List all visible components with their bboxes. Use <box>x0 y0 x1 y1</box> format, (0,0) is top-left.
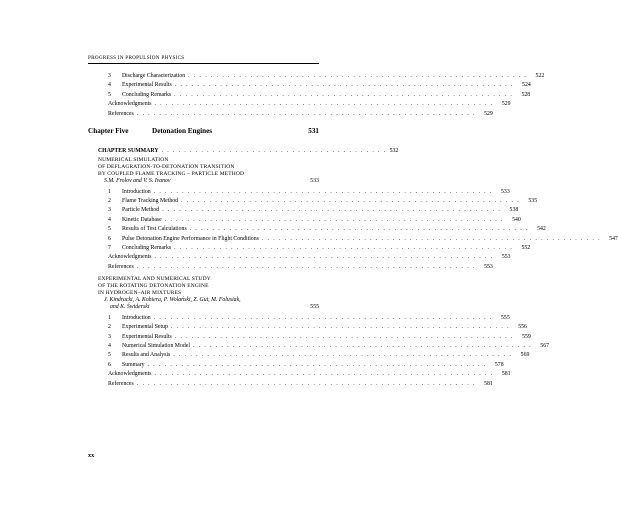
leader-dots: . . . . . . . . . . . . . . . . . . . . . . . . . . . . . . . . . . . . . . . . . . . . . . . . . . . . . . . . . . . . <box>174 245 514 251</box>
article-1-title-line: NUMERICAL SIMULATION <box>98 156 169 163</box>
entry-title: Experimental Results <box>122 333 172 340</box>
toc-entry <box>88 244 531 253</box>
entry-page: 528 <box>521 91 531 98</box>
entry-page: 522 <box>535 72 545 79</box>
article-2-page: 555 <box>310 303 319 310</box>
leader-dots: . . . . . . . . . . . . . . . . . . . . . . . . . . . . . . . . . . . . . . . . . . . . . . . . . . . . . . . . . . . . <box>154 371 494 378</box>
entry-page: 569 <box>520 352 530 359</box>
article-2-title-line: EXPERIMENTAL AND NUMERICAL STUDY <box>98 276 211 283</box>
entry-number: 5 <box>108 91 111 98</box>
entry-number: 4 <box>108 82 111 89</box>
toc-entry <box>88 216 521 225</box>
leader-dots: . . . . . . . . . . . . . . . . . . . . . . . . . . . . . . . . . . . . . . . . . . . . . . . . . . . . . . . . . . . . <box>189 226 529 233</box>
toc-entry <box>88 235 618 244</box>
leader-dots: . . . . . . . . . . . . . . . . . . . . . . . . . . . . . . . . . . . . . . . . . . . . . . . . . . . . . . . . . . . . <box>174 333 514 340</box>
entry-title: Results and Analysis <box>122 352 171 359</box>
leader-dots: . . . . . . . . . . . . . . . . . . . . . . . . . . . . . . . . . . . . . . . . . . . . . . . . . . . . . . . . . . . . <box>192 343 533 350</box>
leader-dots: . . . . . . . . . . . . . . . . . . . . . . . . . . . . . . . . . . . . . . . . . . . . . . . . . . . . . . . . . . . . <box>136 263 476 270</box>
toc-entry <box>88 370 511 379</box>
entry-number: 7 <box>108 245 111 251</box>
article-1 <box>88 156 618 272</box>
entry-page: 524 <box>522 82 531 89</box>
leader-dots: . . . . . . . . . . . . . . . . . . . . . . . . . . . . . . . . . . . . . . . . . . . . . . . . . . . . . . . . . . . . <box>153 188 493 195</box>
leader-dots: . . . . . . . . . . . . . . . . . . . . . . . . . . . . . . . . . . . . . . . . . . . . . . . . . . . . . . . . . . . . <box>261 235 601 242</box>
entry-title: Experimental Setup <box>122 324 168 331</box>
entry-page: 578 <box>494 361 504 368</box>
entry-title: Acknowledgments <box>108 371 152 378</box>
leader-dots: . . . . . . . . . . . . . . . . . . . . . . . . . . . . . . . . . . . . . . . . . . . . . . . . . . . . . . . . . . . . <box>147 361 487 368</box>
entry-number: 4 <box>108 343 111 350</box>
leader-dots: . . . . . . . . . . . . . . . . . . . . . . . . . . . . . . . . . . . . . . . . . . . . . . . . . . . . . . . . . . . . <box>164 216 504 223</box>
entry-title: Pulse Detonation Engine Performance in Flight Conditions <box>122 235 259 242</box>
entry-title: Numerical Simulation Model <box>122 343 190 350</box>
entry-number: 2 <box>108 198 111 205</box>
entry-page: 581 <box>501 371 511 378</box>
chapter-summary-entry <box>88 144 399 154</box>
entry-title: References <box>108 110 134 117</box>
entry-title: Particle Method <box>122 207 160 214</box>
article-2 <box>88 276 550 389</box>
page-number: xx <box>88 452 95 459</box>
toc-entry <box>88 206 519 215</box>
toc-entry <box>88 361 504 370</box>
running-header: PROGRESS IN PROPULSION PHYSICS <box>88 55 185 61</box>
entry-number: 6 <box>108 361 111 368</box>
entry-title: Kinetic Database <box>122 216 162 223</box>
entry-title: Experimental Results <box>122 82 172 89</box>
entry-page: 556 <box>518 324 527 331</box>
toc-entry <box>88 91 531 100</box>
entry-title: Results of Test Calculations <box>122 226 187 233</box>
toc-entry <box>88 323 527 332</box>
entry-page: 535 <box>528 198 538 205</box>
entry-page: 552 <box>521 245 531 251</box>
entry-page: 559 <box>522 333 531 340</box>
entry-page: 538 <box>509 207 519 214</box>
leader-dots: . . . . . . . . . . . . . . . . . . . . . . . . . . . . . . . . . . . . . . . . . . . . . . . . . . . . . . . . . . . . <box>188 72 528 79</box>
chapter-heading <box>88 127 319 138</box>
entry-title: Discharge Characterization <box>122 72 186 79</box>
article-1-page: 533 <box>310 177 319 184</box>
entry-page: 529 <box>501 101 511 108</box>
entry-page: 547 <box>609 235 618 242</box>
article-2-title-line: IN HYDROGEN–AIR MIXTURES <box>98 290 182 296</box>
article-2-authors <box>88 304 319 311</box>
entry-title: Introduction <box>122 314 151 321</box>
article-1-entries <box>88 188 618 273</box>
chapter-title: Detonation Engines <box>152 126 213 135</box>
entry-page: 542 <box>537 226 546 233</box>
toc-entry <box>88 333 531 342</box>
toc-entry <box>88 225 546 234</box>
top-entries <box>88 72 545 119</box>
leader-dots: . . . . . . . . . . . . . . . . . . . . . . . . . . . . . . . . . . . . . . . . . . . . . . . . . . . . . . . . . . . . <box>170 324 510 331</box>
entry-number: 3 <box>108 72 111 79</box>
entry-number: 6 <box>108 235 111 242</box>
toc-entry <box>88 263 493 272</box>
header-rule <box>88 63 319 64</box>
article-2-title-line: OF THE ROTATING DETONATION ENGINE <box>98 283 209 290</box>
toc-entry <box>88 197 538 206</box>
toc-entry <box>88 100 511 109</box>
leader-dots: . . . . . . . . . . . . . . . . . . . . . . . . . . . . . . . . . . . . . . . . . . . . . . . . . . . . . . . . . . . . <box>162 207 502 214</box>
article-1-title-line: OF DEFLAGRATION-TO-DETONATION TRANSITION <box>98 163 235 170</box>
toc-entry <box>88 253 511 262</box>
entry-number: 3 <box>108 207 111 214</box>
entry-page: 533 <box>501 188 510 195</box>
entry-title: References <box>108 263 134 270</box>
article-2-authors-line-2: and K. Świderski <box>110 303 150 310</box>
entry-title: Concluding Remarks <box>122 245 172 251</box>
leader-dots: . . . . . . . . . . . . . . . . . . . . . . . . . . . . . . . . . . . . . . . . . . . . . . . . . . . . . . . . . . . . <box>173 352 513 359</box>
leader-dots: . . . . . . . . . . . . . . . . . . . . . . . . . . . . . . . . . . . . . . . . . . . . . . . . . . . . . . . . . . . . <box>174 91 514 98</box>
leader-dots: . . . . . . . . . . . . . . . . . . . . . . . . . . . . . . . . . . . . . . . . . . . . . . . . . . . . . . . . . . . . <box>174 82 514 89</box>
entry-title: Concluding Remarks <box>122 91 172 98</box>
toc-entry <box>88 351 530 360</box>
toc-entry <box>88 342 550 351</box>
entry-title: Introduction <box>122 188 151 195</box>
leader-dots: . . . . . . . . . . . . . . . . . . . . . . . . . . . . . . . . . . . . . . . . . . . . . . . . . . . . . . . . . . . . <box>181 198 521 205</box>
table-of-contents <box>88 72 618 389</box>
toc-entry <box>88 380 493 389</box>
entry-page: 529 <box>484 110 493 117</box>
summary-page: 532 <box>389 147 399 154</box>
entry-page: 540 <box>512 216 521 223</box>
leader-dots: . . . . . . . . . . . . . . . . . . . . . . . . . . . . . . . . . . . . . . . . <box>161 147 387 154</box>
toc-entry <box>88 81 531 90</box>
entry-number: 1 <box>108 188 111 195</box>
entry-title: Flame Tracking Method <box>122 198 179 205</box>
entry-title: References <box>108 380 134 387</box>
chapter-label: Chapter Five <box>88 126 129 135</box>
entry-number: 1 <box>108 314 111 321</box>
article-2-authors <box>88 297 319 304</box>
entry-number: 5 <box>108 226 111 233</box>
article-1-authors <box>88 178 319 185</box>
entry-title: Acknowledgments <box>108 101 152 108</box>
leader-dots: . . . . . . . . . . . . . . . . . . . . . . . . . . . . . . . . . . . . . . . . . . . . . . . . . . . . . . . . . . . . <box>154 101 494 108</box>
leader-dots: . . . . . . . . . . . . . . . . . . . . . . . . . . . . . . . . . . . . . . . . . . . . . . . . . . . . . . . . . . . . <box>153 314 493 321</box>
entry-page: 567 <box>540 343 550 350</box>
entry-page: 555 <box>501 314 510 321</box>
entry-page: 553 <box>501 254 511 261</box>
article-1-title-line: BY COUPLED FLAME TRACKING – PARTICLE METHOD <box>98 170 245 177</box>
entry-page: 553 <box>484 263 493 270</box>
summary-title: CHAPTER SUMMARY <box>98 147 159 154</box>
entry-page: 581 <box>484 380 493 387</box>
toc-entry <box>88 188 510 197</box>
toc-entry <box>88 314 510 323</box>
chapter-page: 531 <box>308 126 319 135</box>
entry-number: 2 <box>108 324 111 331</box>
entry-title: Summary <box>122 361 145 368</box>
entry-number: 5 <box>108 352 111 359</box>
entry-title: Acknowledgments <box>108 254 152 261</box>
article-2-entries <box>88 314 550 389</box>
entry-number: 4 <box>108 216 111 223</box>
toc-entry <box>88 72 545 81</box>
leader-dots: . . . . . . . . . . . . . . . . . . . . . . . . . . . . . . . . . . . . . . . . . . . . . . . . . . . . . . . . . . . . <box>136 380 476 387</box>
entry-number: 3 <box>108 333 111 340</box>
leader-dots: . . . . . . . . . . . . . . . . . . . . . . . . . . . . . . . . . . . . . . . . . . . . . . . . . . . . . . . . . . . . <box>154 254 494 261</box>
leader-dots: . . . . . . . . . . . . . . . . . . . . . . . . . . . . . . . . . . . . . . . . . . . . . . . . . . . . . . . . . . . . <box>136 110 476 117</box>
article-2-authors-line-1: J. Kindracki, A. Kobiera, P. Wolański, Z. Gut, M. Folusiak, <box>104 296 241 303</box>
toc-entry <box>88 110 493 119</box>
article-1-authors-text: S.M. Frolov and V. S. Ivanov <box>104 177 171 184</box>
